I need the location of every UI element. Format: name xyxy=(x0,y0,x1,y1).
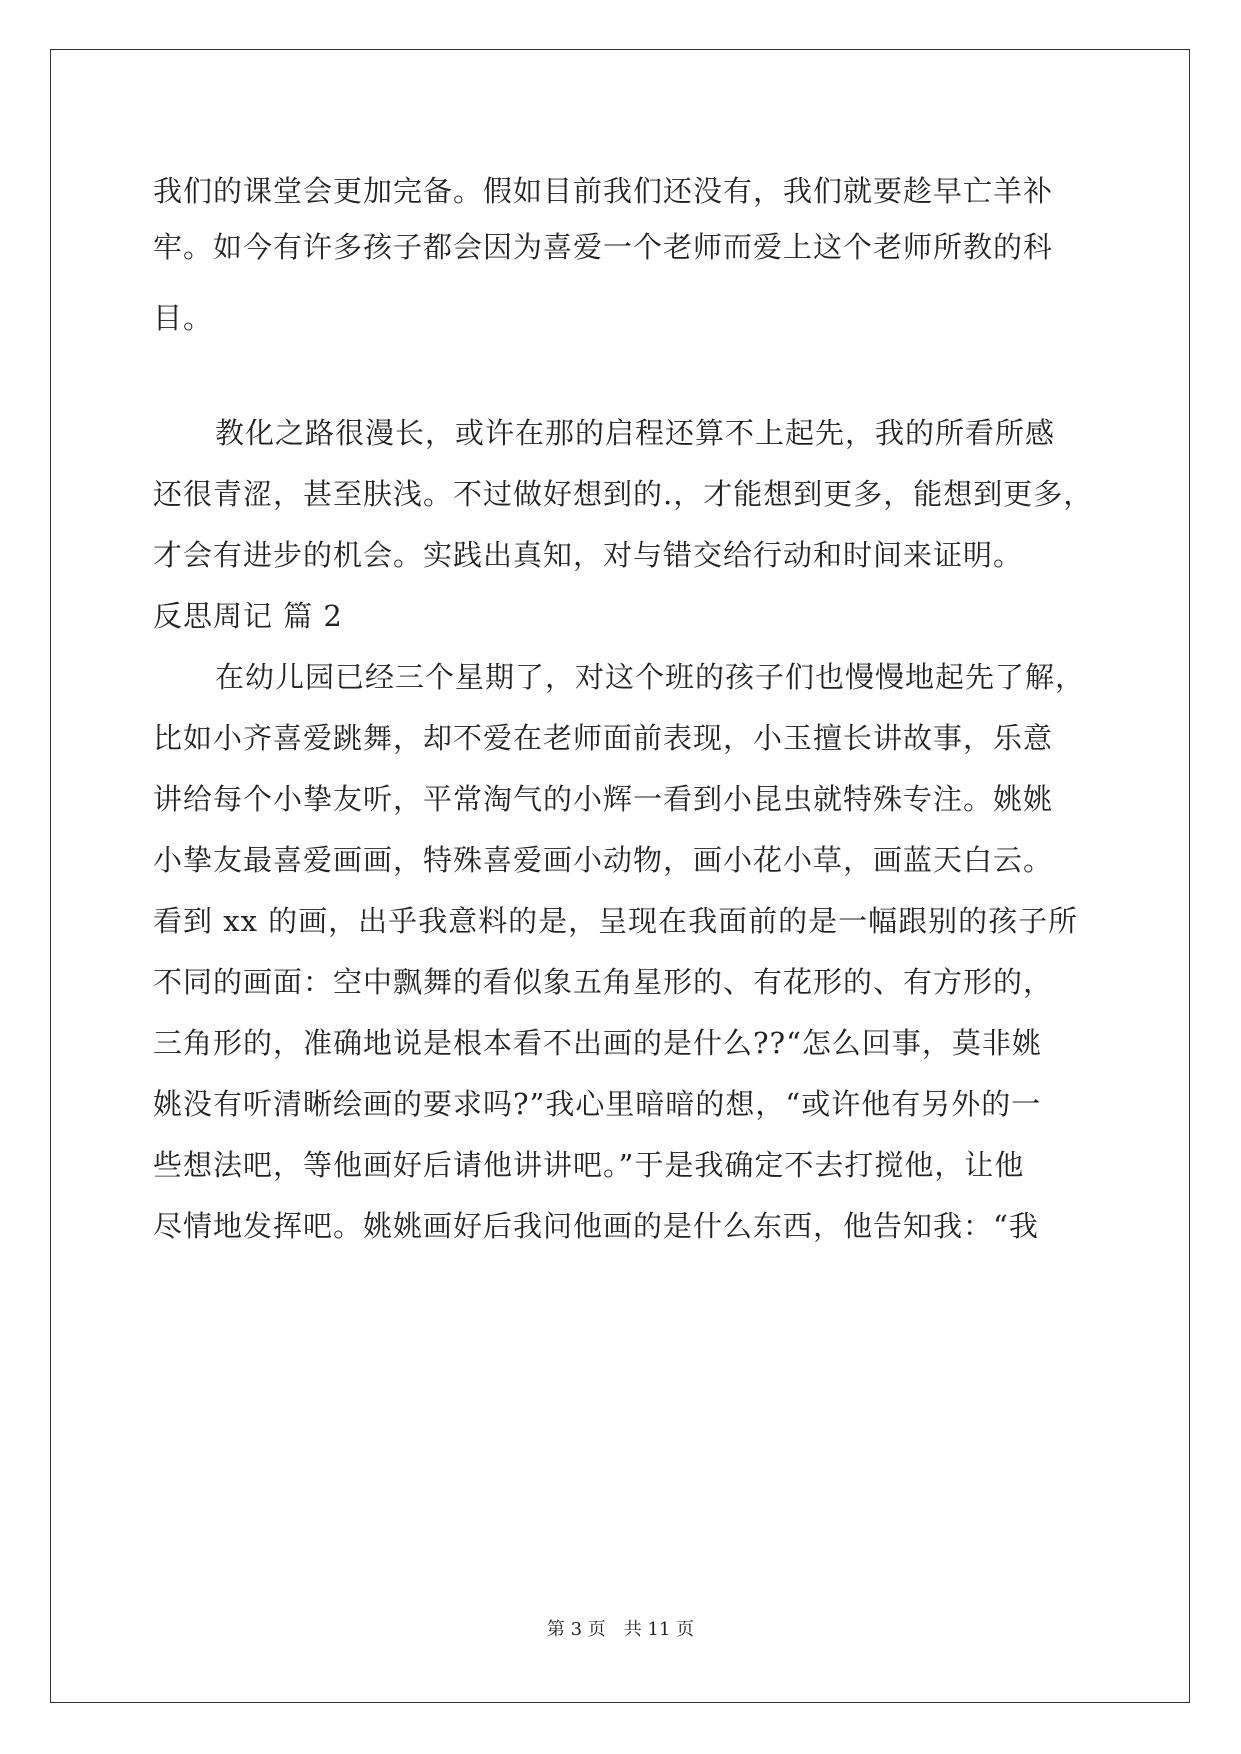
body-line: 不同的画面：空中飘舞的看似象五角星形的、有花形的、有方形的， xyxy=(153,965,1054,999)
body-line: 小挚友最喜爱画画，特殊喜爱画小动物，画小花小草，画蓝天白云。 xyxy=(153,843,1054,877)
body-line: 才会有进步的机会。实践出真知，对与错交给行动和时间来证明。 xyxy=(153,538,1024,572)
body-line: 尽情地发挥吧。姚姚画好后我问他画的是什么东西，他告知我：“我 xyxy=(153,1209,1039,1243)
page-total: 共 11 页 xyxy=(623,1619,695,1640)
body-line: 三角形的，准确地说是根本看不出画的是什么??“怎么回事，莫非姚 xyxy=(153,1026,1042,1060)
body-line: 牢。如今有许多孩子都会因为喜爱一个老师而爱上这个老师所教的科 xyxy=(153,230,1054,264)
body-line: 目。 xyxy=(153,301,214,335)
body-line: 比如小齐喜爱跳舞，却不爱在老师面前表现，小玉擅长讲故事，乐意 xyxy=(153,721,1054,755)
section-heading: 反思周记 篇 2 xyxy=(153,599,343,633)
body-line: 些想法吧，等他画好后请他讲讲吧。”于是我确定不去打搅他，让他 xyxy=(153,1148,1025,1182)
body-line: 姚没有听清晰绘画的要求吗?”我心里暗暗的想，“或许他有另外的一 xyxy=(153,1087,1042,1121)
body-line: 看到 xx 的画，出乎我意料的是，呈现在我面前的是一幅跟别的孩子所 xyxy=(153,904,1079,938)
paragraph-first-line: 在幼儿园已经三个星期了，对这个班的孩子们也慢慢地起先了解， xyxy=(215,660,1086,694)
page-footer xyxy=(0,1618,1241,1642)
body-line: 我们的课堂会更加完备。假如目前我们还没有，我们就要趁早亡羊补 xyxy=(153,174,1054,208)
paragraph-first-line: 教化之路很漫长，或许在那的启程还算不上起先，我的所看所感 xyxy=(215,416,1056,450)
body-line: 讲给每个小挚友听，平常淘气的小辉一看到小昆虫就特殊专注。姚姚 xyxy=(153,782,1054,816)
body-line: 还很青涩，甚至肤浅。不过做好想到的.，才能想到更多，能想到更多， xyxy=(153,477,1094,511)
page-number: 第 3 页 xyxy=(546,1619,606,1640)
